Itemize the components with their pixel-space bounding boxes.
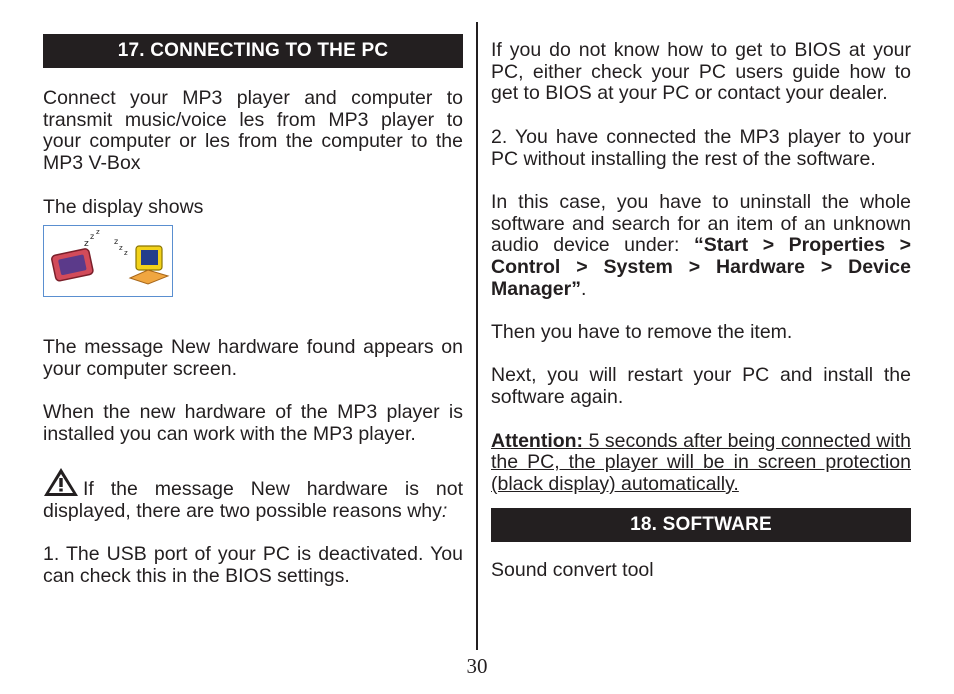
- warning-triangle-icon: [43, 467, 79, 497]
- paragraph-not-displayed: [43, 467, 463, 522]
- not-displayed-text: If the message New hardware is not displayed, there are two possible reasons why: [43, 478, 463, 523]
- svg-text:z: z: [84, 239, 89, 250]
- paragraph-restart: Next, you will restart your PC and install the software again.: [491, 364, 911, 409]
- device-manager-path: “Start > Properties > Control > System > Hardware > Device Manager”: [491, 234, 911, 300]
- svg-text:z: z: [90, 232, 95, 242]
- svg-text:z: z: [114, 237, 119, 247]
- paragraph-uninstall: [491, 192, 911, 301]
- uninstall-text: In this case, you have to uninstall the whole software and search for an item of an unknown audio device under:: [491, 190, 911, 257]
- paragraph-installed: When the new hardware of the MP3 player is installed you can work with the MP3 player.: [43, 401, 463, 445]
- paragraph-display-shows: The display shows: [43, 195, 204, 218]
- left-column: [43, 34, 463, 588]
- display-illustration: [43, 225, 173, 297]
- sleeping-devices-icon: [44, 226, 172, 296]
- svg-text:z: z: [119, 244, 123, 253]
- paragraph-attention: [491, 431, 911, 496]
- paragraph-without-software: 2. You have connected the MP3 player to your PC without installing the rest of the software.: [491, 125, 911, 170]
- section-header-software: 18. SOFTWARE: [491, 508, 911, 542]
- paragraph-sound-convert: Sound convert tool: [491, 558, 654, 581]
- uninstall-period: .: [580, 277, 587, 300]
- paragraph-usb-port: 1. The USB port of your PC is deactivated. You can check this in the BIOS settings.: [43, 543, 463, 588]
- not-displayed-colon: :: [441, 500, 448, 523]
- paragraph-new-hardware: The message New hardware found appears on your computer screen.: [43, 336, 463, 380]
- section-header-connecting: 17. CONNECTING TO THE PC: [43, 34, 463, 68]
- paragraph-bios: If you do not know how to get to BIOS at your PC, either check your PC users guide how to get to BIOS at your PC or contact your dealer.: [491, 39, 911, 105]
- attention-label: Attention:: [491, 429, 584, 452]
- attention-text: 5 seconds after being connected with the PC, the player will be in screen protection (black display) automatically.: [491, 429, 911, 495]
- page-number: 30: [466, 654, 488, 678]
- paragraph-remove-item: Then you have to remove the item.: [491, 321, 793, 344]
- paragraph-connect: Connect your MP3 player and computer to transmit music/voice les from MP3 player to your computer or les from the computer to the MP3 V-Box: [43, 87, 463, 175]
- column-divider: [476, 22, 478, 650]
- svg-text:z: z: [124, 249, 128, 258]
- svg-text:z: z: [96, 228, 100, 237]
- right-column: [491, 34, 911, 581]
